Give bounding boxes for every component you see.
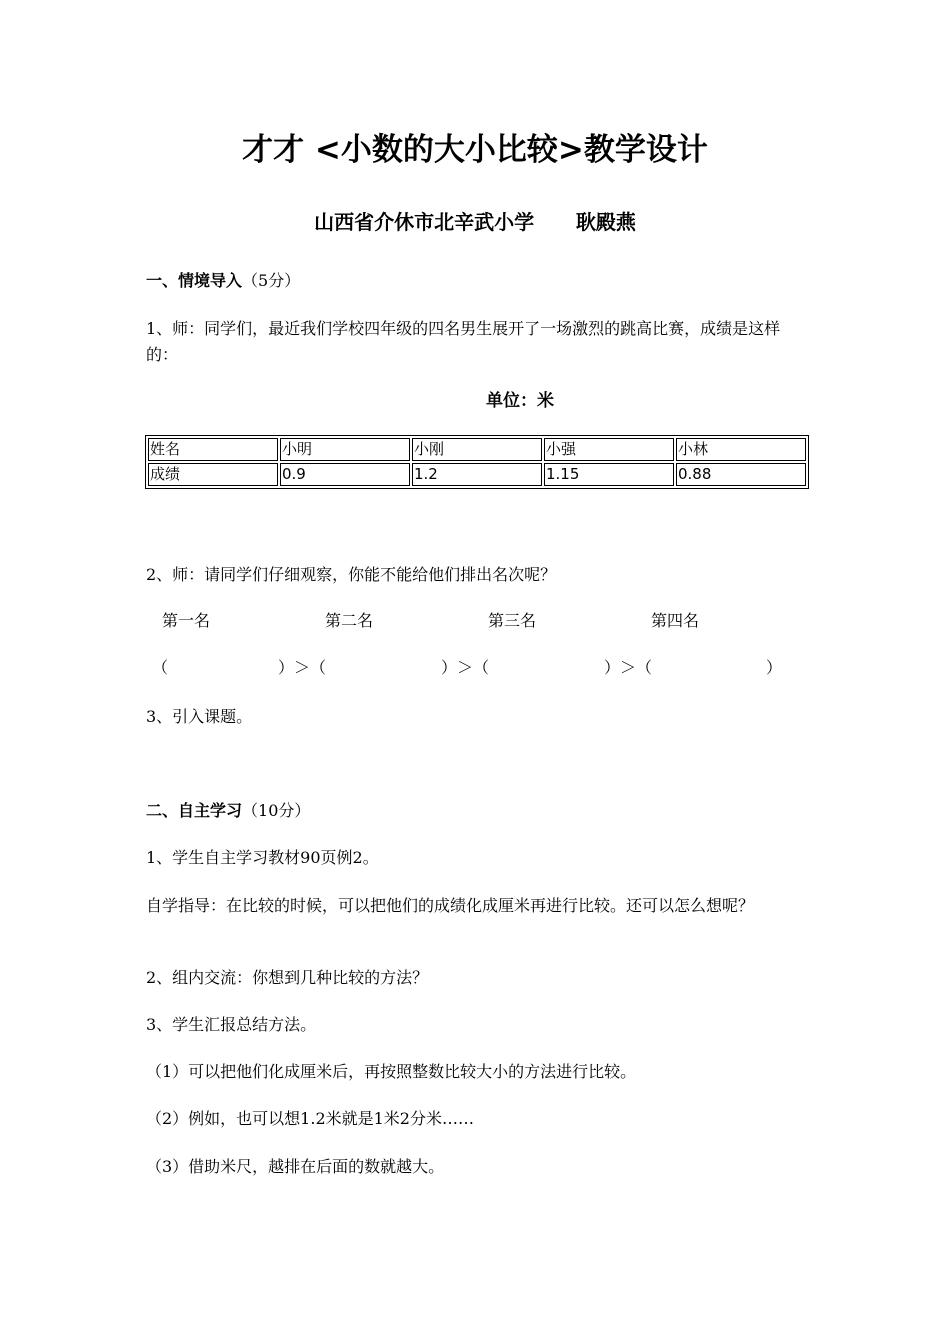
section2-score: （10分） — [242, 801, 311, 820]
blank-bracket: ）＞（ — [278, 658, 327, 677]
table-cell: 0.88 — [676, 463, 806, 486]
section1-score: （5分） — [242, 271, 301, 290]
table-cell: 成绩 — [148, 463, 278, 486]
scores-table — [145, 435, 809, 489]
section2-heading — [146, 798, 810, 824]
rank-label: 第四名 — [651, 611, 700, 630]
author-line: 山西省介休市北辛武小学 耿殿燕 — [314, 210, 636, 234]
table-cell: 0.9 — [280, 463, 410, 486]
rank-labels — [0, 608, 950, 634]
table-cell: 小刚 — [412, 438, 542, 461]
table-row — [148, 463, 806, 486]
table-cell: 小明 — [280, 438, 410, 461]
table-cell: 1.15 — [544, 463, 674, 486]
unit-label: 单位：米 — [486, 391, 554, 411]
rank-label: 第一名 — [162, 611, 211, 630]
section1-item1: 1、师：同学们，最近我们学校四年级的四名男生展开了一场激烈的跳高比赛，成绩是这样的： — [146, 319, 781, 364]
blank-bracket: ）＞（ — [604, 658, 653, 677]
method-item: （2）例如，也可以想1.2米就是1米2分米…… — [146, 1109, 474, 1128]
blank-bracket: ）＞（ — [441, 658, 490, 677]
rank-label: 第二名 — [325, 611, 374, 630]
method-item: （1）可以把他们化成厘米后，再按照整数比较大小的方法进行比较。 — [146, 1062, 637, 1081]
blank-bracket: ） — [766, 658, 783, 677]
blank-bracket: （ — [152, 658, 169, 677]
method-item: （3）借助米尺，越排在后面的数就越大。 — [146, 1157, 445, 1176]
table-row — [148, 438, 806, 461]
section2-item1: 1、学生自主学习教材90页例2。 — [146, 848, 379, 867]
section2-heading-text: 二、自主学习 — [146, 801, 243, 820]
table-cell: 姓名 — [148, 438, 278, 461]
ranking-blanks — [0, 655, 950, 681]
section2-item3: 3、学生汇报总结方法。 — [146, 1015, 317, 1034]
section1-item3: 3、引入课题。 — [146, 707, 253, 726]
section1-heading-text: 一、情境导入 — [146, 271, 243, 290]
rank-label: 第三名 — [488, 611, 537, 630]
section1-item2: 2、师：请同学们仔细观察，你能不能给他们排出名次呢？ — [146, 565, 557, 584]
section2-guide: 自学指导：在比较的时候，可以把他们的成绩化成厘米再进行比较。还可以怎么想呢？ — [146, 896, 755, 915]
document-title: 才才 <小数的大小比较>教学设计 — [242, 132, 708, 168]
section1-heading — [146, 268, 810, 294]
table-cell: 1.2 — [412, 463, 542, 486]
table-cell: 小强 — [544, 438, 674, 461]
table-cell: 小林 — [676, 438, 806, 461]
section2-item2: 2、组内交流：你想到几种比较的方法？ — [146, 968, 429, 987]
